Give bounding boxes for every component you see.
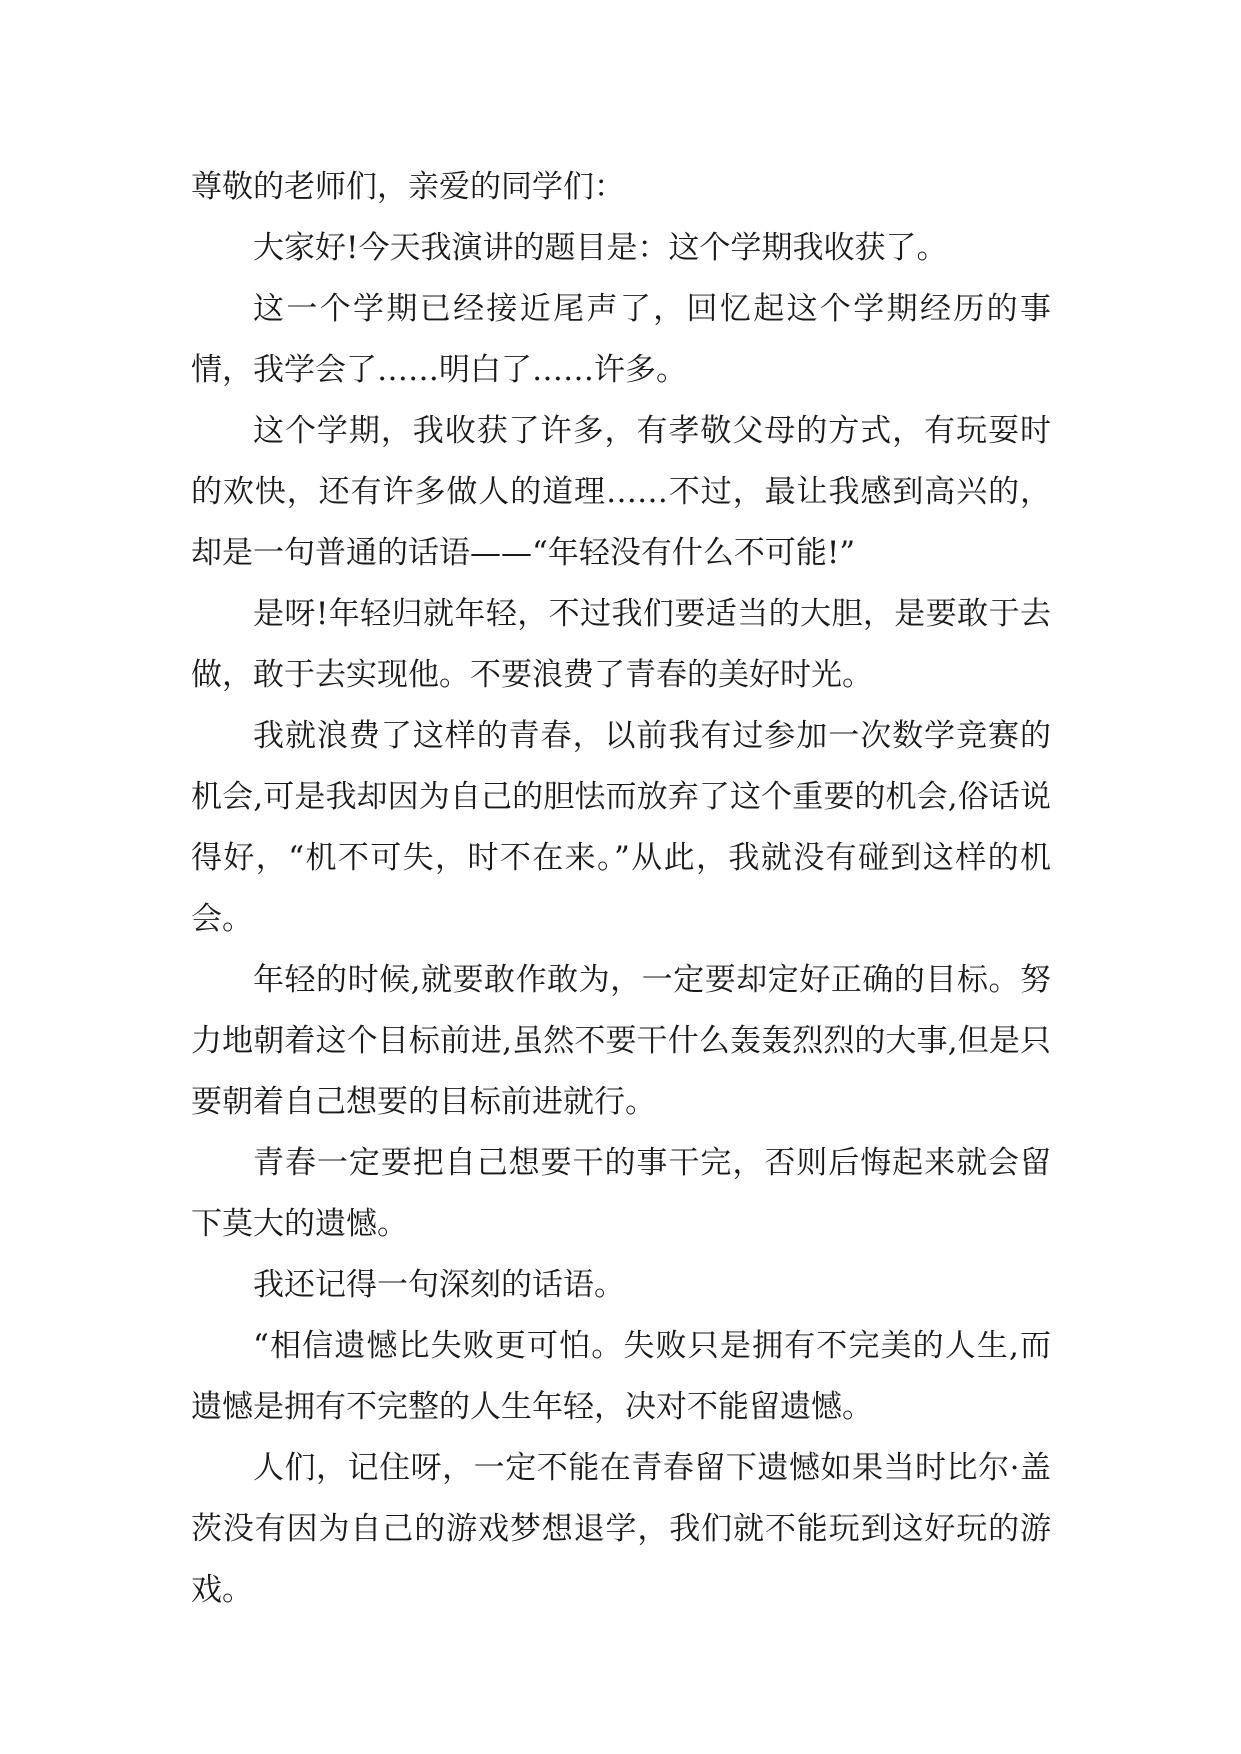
paragraph: 我就浪费了这样的青春，以前我有过参加一次数学竞赛的机会,可是我却因为自己的胆怯而放弃了这个重要的机会,俗话说得好，“机不可失，时不在来。”从此，我就没有碰到这样的机会。 bbox=[191, 718, 1051, 937]
paragraph: “相信遗憾比失败更可怕。失败只是拥有不完美的人生,而遗憾是拥有不完整的人生年轻，决对不能留遗憾。 bbox=[191, 1328, 1051, 1425]
paragraph: 这个学期，我收获了许多，有孝敬父母的方式，有玩耍时的欢快，还有许多做人的道理……不过，最让我感到高兴的，却是一句普通的话语——“年轻没有什么不可能!” bbox=[191, 413, 1051, 571]
paragraph: 青春一定要把自己想要干的事干完，否则后悔起来就会留下莫大的遗憾。 bbox=[191, 1145, 1051, 1242]
paragraph: 这一个学期已经接近尾声了，回忆起这个学期经历的事情，我学会了……明白了……许多。 bbox=[191, 291, 1051, 388]
paragraph: 是呀!年轻归就年轻，不过我们要适当的大胆，是要敢于去做，敢于去实现他。不要浪费了青春的美好时光。 bbox=[191, 596, 1051, 693]
paragraph: 我还记得一句深刻的话语。 bbox=[253, 1267, 625, 1303]
document-body bbox=[191, 157, 1051, 1621]
paragraph: 年轻的时候,就要敢作敢为，一定要却定好正确的目标。努力地朝着这个目标前进,虽然不要干什么轰轰烈烈的大事,但是只要朝着自己想要的目标前进就行。 bbox=[191, 962, 1051, 1120]
paragraph: 大家好!今天我演讲的题目是：这个学期我收获了。 bbox=[253, 230, 948, 266]
greeting-line: 尊敬的老师们，亲爱的同学们： bbox=[191, 169, 625, 205]
paragraph: 人们，记住呀，一定不能在青春留下遗憾如果当时比尔·盖茨没有因为自己的游戏梦想退学，我们就不能玩到这好玩的游戏。 bbox=[191, 1450, 1051, 1608]
